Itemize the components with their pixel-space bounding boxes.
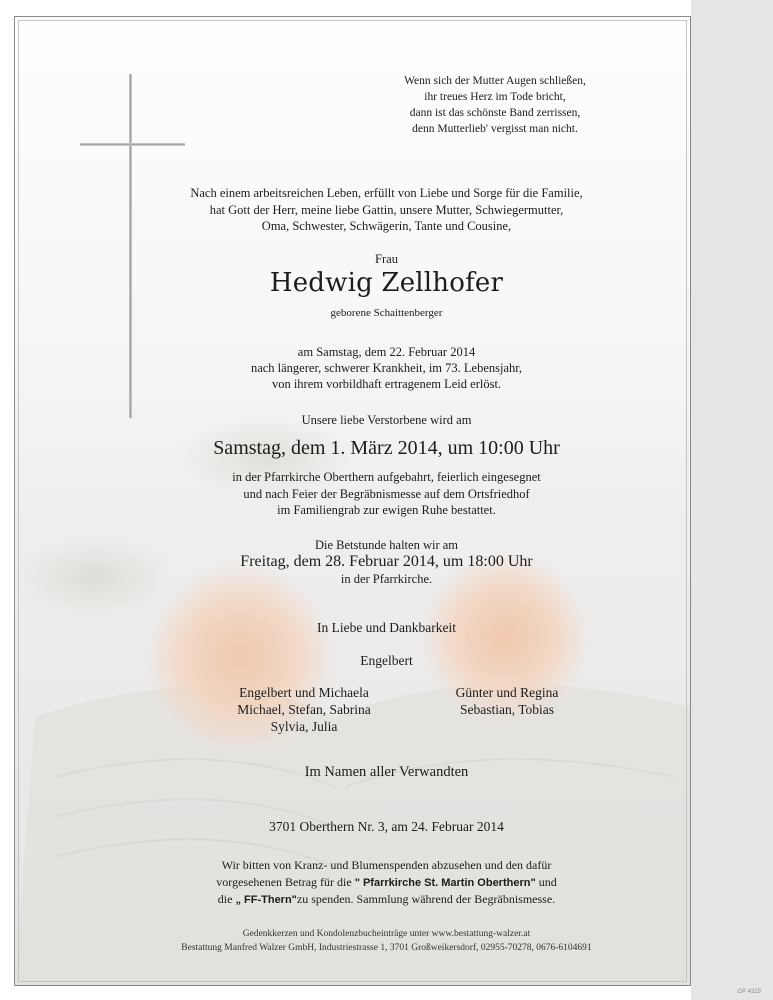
birth-name: geborene Schaittenberger [330,307,443,319]
poem-line: dann ist das schönste Band zerrissen, [409,107,581,119]
thanks-line: In Liebe und Dankbarkeit [316,620,457,635]
form-code: GP 4323 [737,989,761,995]
relatives-line: Im Namen aller Verwandten [304,764,469,780]
donation-recipient: " Pfarrkirche St. Martin Oberthern" [354,876,536,889]
prayer-place: in der Pfarrkirche. [340,572,433,586]
prayer-date: Freitag, dem 28. Februar 2014, um 18:00 Uhr [240,553,533,570]
poem [350,73,640,137]
donation-recipient-2: „ FF-Thern" [235,894,297,906]
poem-line: denn Mutterlieb' vergisst man nicht. [412,123,578,135]
salutation: Frau [375,252,398,266]
funeral-announce: Unsere liebe Verstorbene wird am [301,413,472,427]
deceased-name: Hedwig Zellhofer [269,268,504,298]
poem-line: ihr treues Herz im Tode bricht, [424,91,566,103]
donation-request: Wir bitten von Kranz- und Blumenspenden abzusehen und den dafür vorgesehenen Betrag für die " Pfarrkirche St. Martin Oberthern" und die „ FF-Thern"zu spenden. Sammlung während der Begräbnismesse. [216,858,557,906]
prayer-intro: Die Betstunde halten wir am [314,538,459,552]
cross-icon-bar [80,143,185,146]
funeral-home-footer: Gedenkkerzen und Kondolenzbucheinträge unter www.bestattung-walzer.at Bestattung Manfred Walzer GmbH, Industriestrasse 1, 3701 Großweikersdorf, 02955-70278, 0676-6104691 [181,929,592,953]
poem-line: Wenn sich der Mutter Augen schließen, [404,75,586,87]
funeral-date: Samstag, dem 1. März 2014, um 10:00 Uhr [213,437,560,459]
spouse-name: Engelbert [360,653,413,668]
family-left: Engelbert und Michaela Michael, Stefan, Sabrina Sylvia, Julia [237,685,371,734]
death-notice: am Samstag, dem 22. Februar 2014 nach längerer, schwerer Krankheit, im 73. Lebensjahr, von ihrem vorbildhaft ertragenem Leid erlöst. [250,345,523,391]
place-date: 3701 Oberthern Nr. 3, am 24. Februar 2014 [269,819,504,834]
funeral-details: in der Pfarrkirche Oberthern aufgebahrt, feierlich eingesegnet und nach Feier der Begräbnismesse auf dem Ortsfriedhof im Familiengrab zur ewigen Ruhe bestattet. [232,470,541,517]
intro-text: Nach einem arbeitsreichen Leben, erfüllt von Liebe und Sorge für die Familie, hat Gott der Herr, meine liebe Gattin, unsere Mutter, Schwiegermutter, Oma, Schwester, Schwägerin, Tante und Cousine, [190,186,583,233]
family-right: Günter und Regina Sebastian, Tobias [455,685,559,717]
